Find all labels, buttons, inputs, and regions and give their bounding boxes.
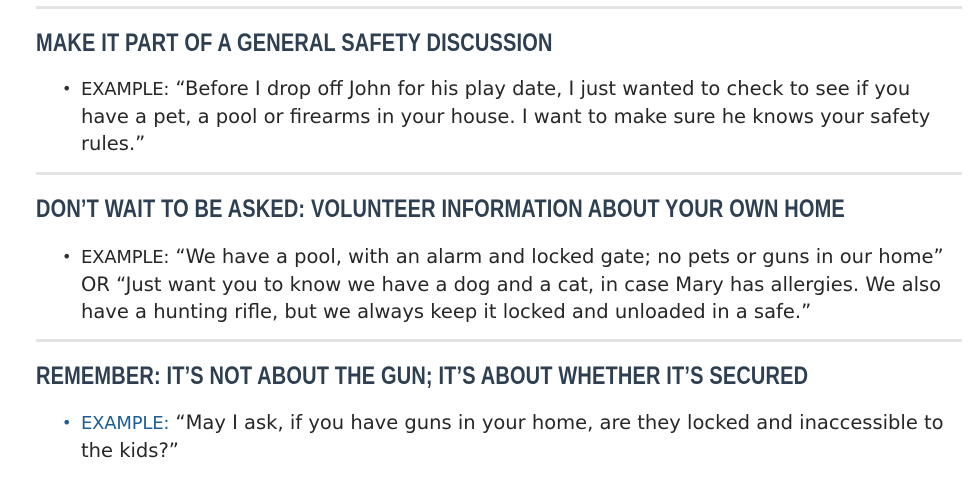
example-label: EXAMPLE: (81, 413, 170, 434)
section-heading: REMEMBER: IT’S NOT ABOUT THE GUN; IT’S ABOUT WHETHER IT’S SECURED (36, 362, 809, 390)
bullet-dot-icon: • (62, 247, 72, 266)
example-label: EXAMPLE: (81, 79, 170, 100)
example-text: rules.” (81, 132, 146, 155)
example-bullet (36, 243, 980, 325)
example-label: EXAMPLE: (81, 247, 170, 268)
example-text: “May I ask, if you have guns in your home, are they locked and inaccessible to (169, 411, 944, 434)
bullet-dot-icon: • (62, 413, 72, 432)
example-bullet (36, 75, 980, 157)
example-text: OR “Just want you to know we have a dog and a cat, in case Mary has allergies. We also (81, 273, 942, 296)
section-heading: MAKE IT PART OF A GENERAL SAFETY DISCUSSION (36, 29, 553, 57)
bullet-dot-icon: • (62, 79, 72, 98)
section-heading: DON’T WAIT TO BE ASKED: VOLUNTEER INFORMATION ABOUT YOUR OWN HOME (36, 195, 845, 223)
example-text: “We have a pool, with an alarm and locked gate; no pets or guns in our home” (169, 245, 944, 268)
example-text: have a pet, a pool or firearms in your house. I want to make sure he knows your safety (81, 105, 931, 128)
section-divider (36, 6, 962, 9)
section-divider (36, 339, 962, 342)
example-text: the kids?” (81, 439, 179, 462)
example-text: have a hunting rifle, but we always keep it locked and unloaded in a safe.” (81, 300, 812, 323)
example-line (81, 243, 980, 271)
section-divider (36, 172, 962, 175)
example-line (81, 75, 980, 103)
example-line (81, 409, 980, 437)
example-bullet (36, 409, 980, 464)
example-text: “Before I drop off John for his play date, I just wanted to check to see if you (169, 77, 911, 100)
